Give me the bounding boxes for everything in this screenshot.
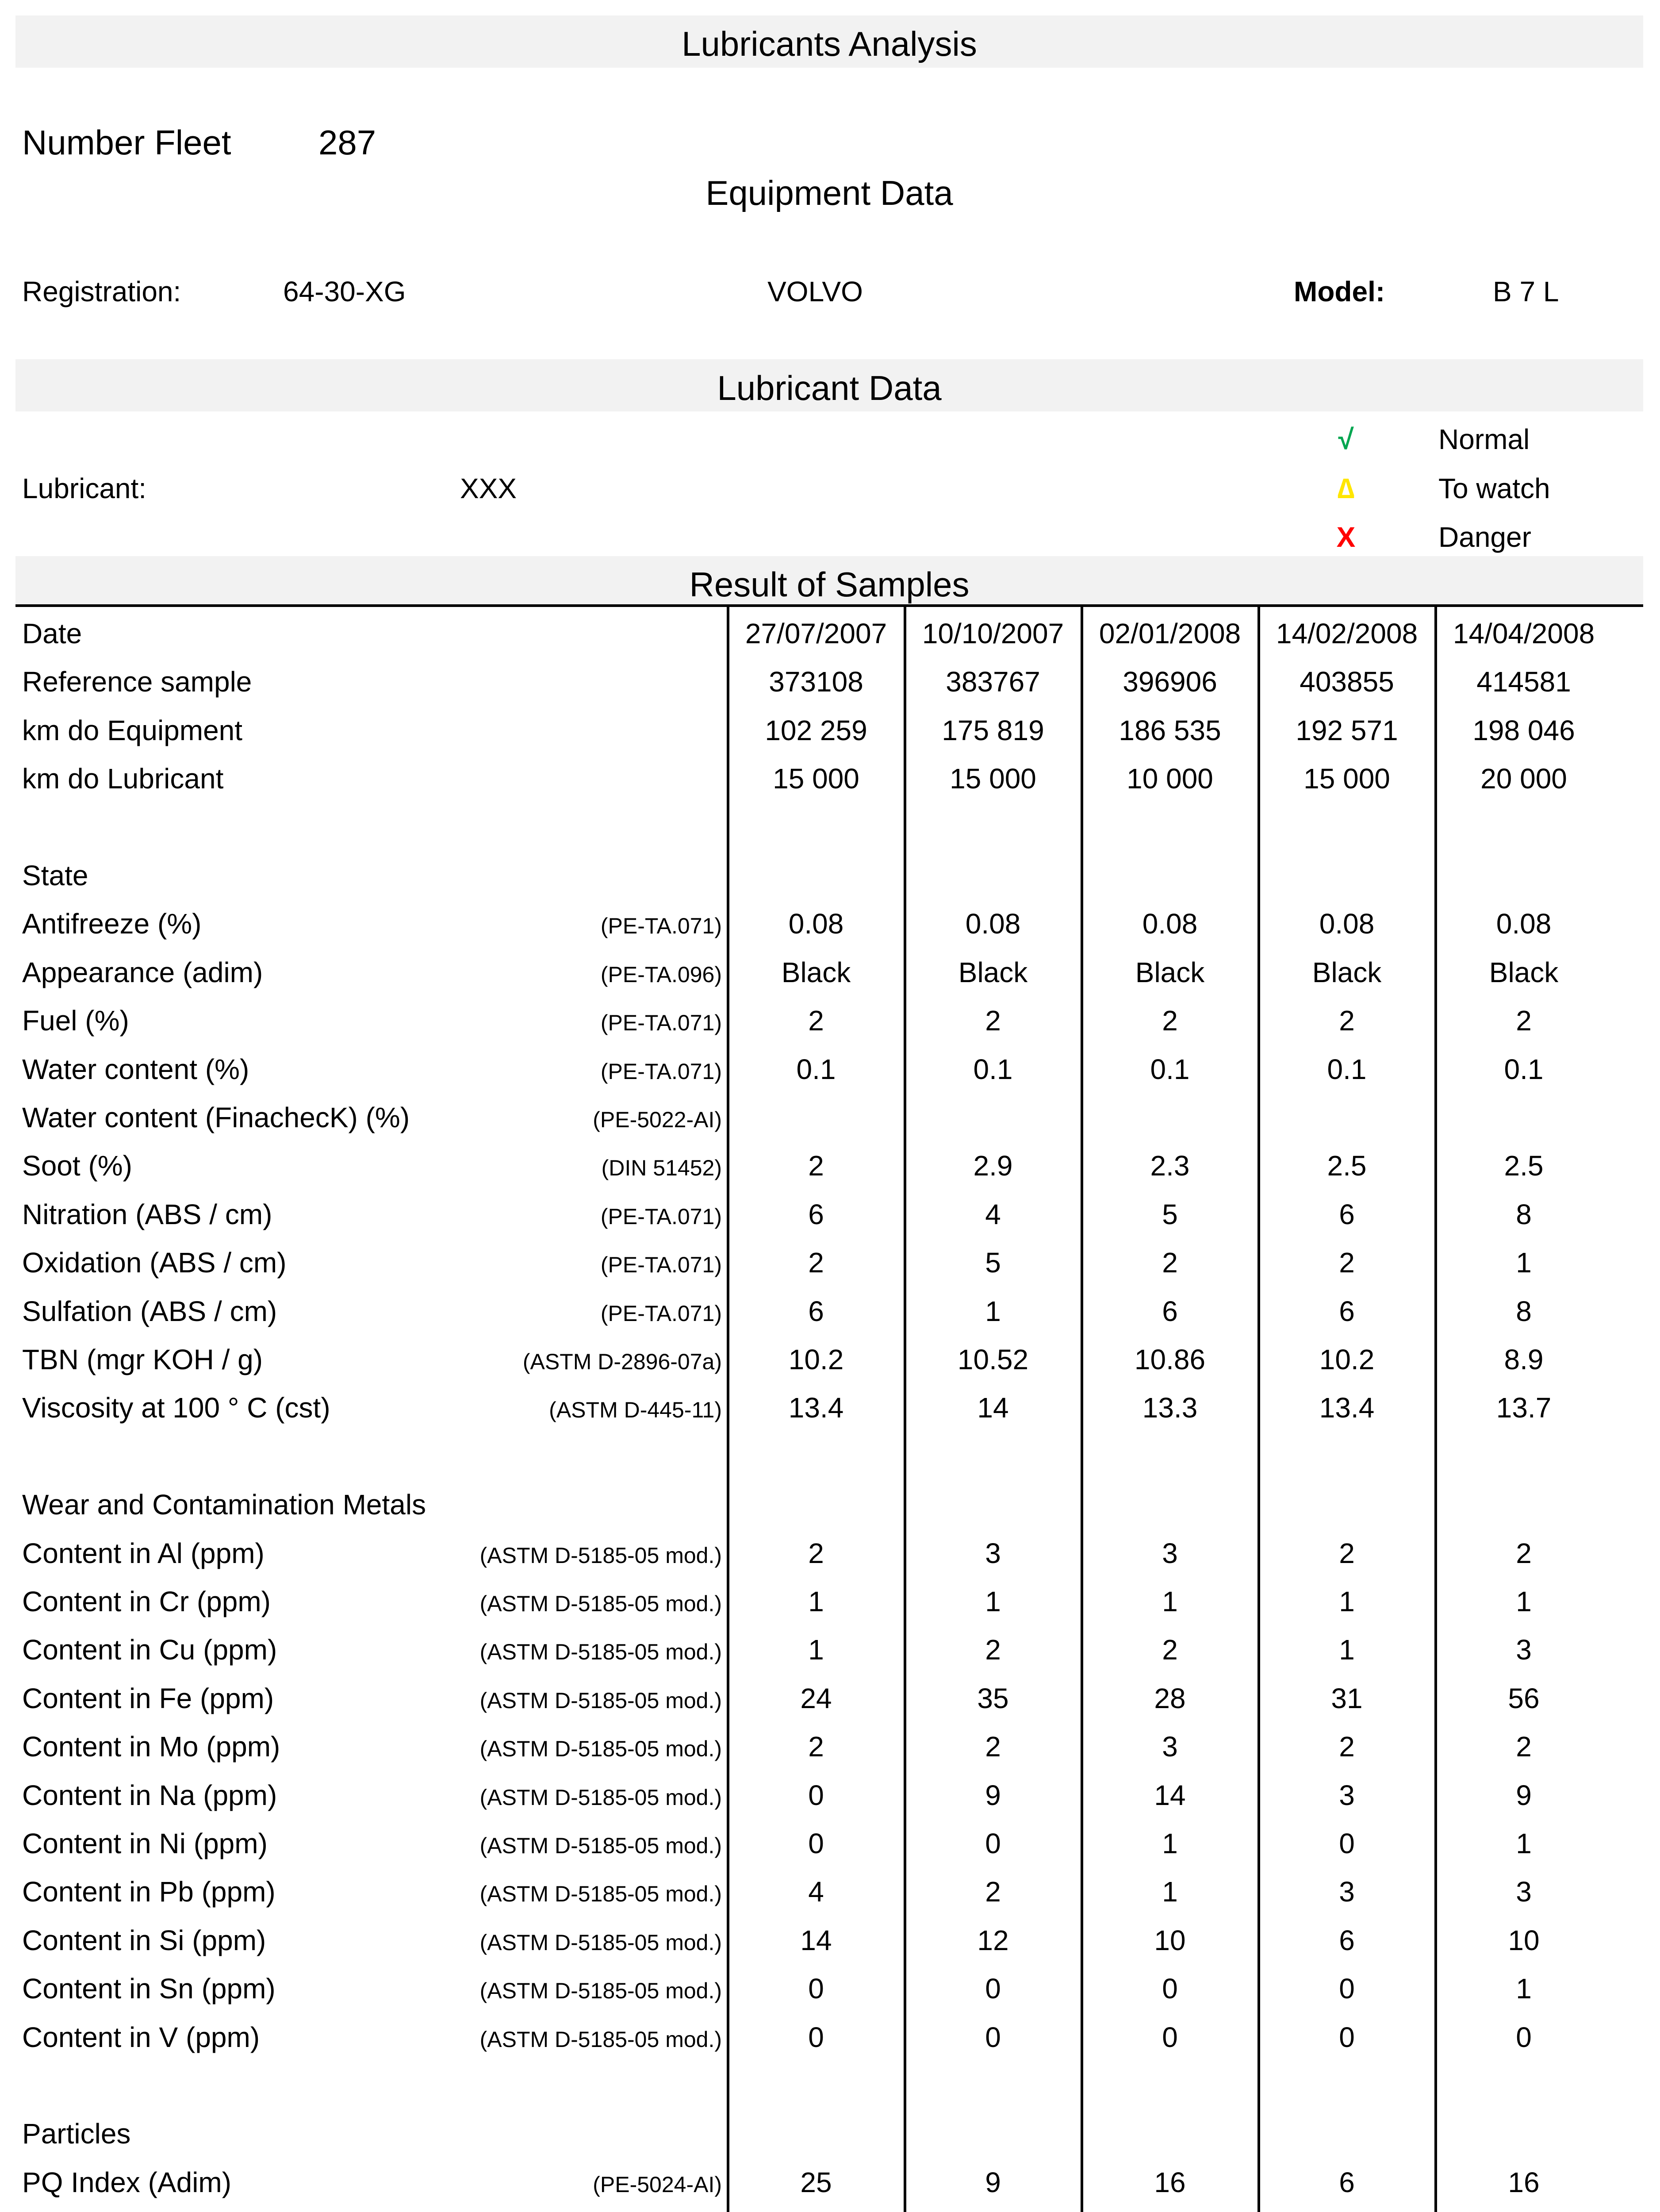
table-cell: 6 xyxy=(1339,1924,1355,1956)
table-cell: 403855 xyxy=(1300,666,1394,698)
method-label: (PE-TA.071) xyxy=(600,914,722,938)
table-cell: 414581 xyxy=(1476,666,1571,698)
report-title: Lubricants Analysis xyxy=(682,24,977,63)
row-label: Fuel (%) xyxy=(22,1005,129,1037)
table-cell: Black xyxy=(1312,956,1382,988)
table-cell: 0 xyxy=(808,1779,824,1811)
table-cell: 6 xyxy=(808,1198,824,1230)
table-cell: 175 819 xyxy=(942,714,1044,746)
row-label: Content in Fe (ppm) xyxy=(22,1682,274,1714)
row-label: Content in Ni (ppm) xyxy=(22,1828,268,1859)
table-cell: 10/10/2007 xyxy=(922,618,1064,649)
table-cell: 0.08 xyxy=(1496,908,1552,940)
table-cell: 27/07/2007 xyxy=(745,618,887,649)
row-label: Viscosity at 100 ° C (cst) xyxy=(22,1392,330,1424)
legend-to-watch-label: To watch xyxy=(1438,472,1550,504)
table-cell: 0 xyxy=(1516,2021,1532,2053)
table-cell: 6 xyxy=(808,1295,824,1327)
particles-section-title: Particles xyxy=(22,2118,131,2150)
table-cell: 10.86 xyxy=(1134,1344,1206,1375)
legend-normal-label: Normal xyxy=(1438,423,1530,455)
table-cell: 1 xyxy=(1339,1634,1355,1666)
table-cell: 2 xyxy=(1516,1005,1532,1037)
equipment-section-title: Equipment Data xyxy=(705,173,953,212)
method-label: (PE-TA.071) xyxy=(600,1301,722,1326)
column-divider xyxy=(1434,607,1437,2212)
table-cell: 14/04/2008 xyxy=(1453,618,1595,649)
row-label: Reference sample xyxy=(22,666,252,698)
table-cell: 1 xyxy=(1339,1586,1355,1617)
table-cell: 3 xyxy=(1339,1779,1355,1811)
table-cell: 20 000 xyxy=(1480,763,1567,795)
method-label: (PE-TA.071) xyxy=(600,1010,722,1035)
table-cell: 16 xyxy=(1154,2166,1186,2198)
row-label: Content in V (ppm) xyxy=(22,2021,260,2053)
row-label: Water content (FinachecK) (%) xyxy=(22,1102,410,1133)
table-cell: 02/01/2008 xyxy=(1099,618,1241,649)
table-cell: 4 xyxy=(985,1198,1001,1230)
table-cell: 0 xyxy=(1339,1973,1355,2005)
table-cell: 2 xyxy=(1339,1005,1355,1037)
table-cell: 14 xyxy=(800,1924,832,1956)
row-label: Content in Si (ppm) xyxy=(22,1924,266,1956)
state-section-title: State xyxy=(22,860,88,891)
table-cell: 0 xyxy=(985,1973,1001,2005)
table-cell: 186 535 xyxy=(1119,714,1221,746)
row-label: Content in Pb (ppm) xyxy=(22,1876,276,1908)
column-divider xyxy=(727,607,729,2212)
table-cell: 0 xyxy=(808,1973,824,2005)
method-label: (ASTM D-5185-05 mod.) xyxy=(479,1882,722,1906)
table-cell: 8 xyxy=(1516,1295,1532,1327)
method-label: (ASTM D-5185-05 mod.) xyxy=(479,2027,722,2052)
table-cell: 6 xyxy=(1339,1198,1355,1230)
table-cell: 1 xyxy=(1516,1973,1532,2005)
table-cell: 3 xyxy=(1162,1537,1178,1569)
method-label: (PE-TA.071) xyxy=(600,1252,722,1277)
row-label: Soot (%) xyxy=(22,1150,132,1182)
table-cell: 14/02/2008 xyxy=(1276,618,1418,649)
table-cell: 0.1 xyxy=(1504,1053,1544,1085)
table-cell: 28 xyxy=(1154,1682,1186,1714)
table-cell: 9 xyxy=(985,1779,1001,1811)
equipment-brand: VOLVO xyxy=(767,276,863,307)
table-cell: 2 xyxy=(985,1876,1001,1908)
row-label: Oxidation (ABS / cm) xyxy=(22,1247,287,1279)
table-cell: 0 xyxy=(1339,2021,1355,2053)
row-label: km do Lubricant xyxy=(22,763,224,795)
table-cell: 0.08 xyxy=(1319,908,1375,940)
table-cell: 15 000 xyxy=(950,763,1036,795)
table-cell: 1 xyxy=(1516,1586,1532,1617)
table-cell: 0.08 xyxy=(965,908,1021,940)
table-cell: 2 xyxy=(1339,1537,1355,1569)
table-cell: 13.7 xyxy=(1496,1392,1552,1424)
table-cell: 0.1 xyxy=(1150,1053,1190,1085)
row-label: TBN (mgr KOH / g) xyxy=(22,1344,263,1375)
table-cell: 2 xyxy=(985,1731,1001,1763)
table-cell: Black xyxy=(781,956,851,988)
row-label: Content in Sn (ppm) xyxy=(22,1973,276,2005)
table-cell: 10 000 xyxy=(1127,763,1213,795)
method-label: (PE-5022-AI) xyxy=(593,1107,722,1132)
table-cell: 0.08 xyxy=(1142,908,1198,940)
table-cell: Black xyxy=(1135,956,1205,988)
method-label: (ASTM D-5185-05 mod.) xyxy=(479,1688,722,1713)
table-cell: 24 xyxy=(800,1682,832,1714)
method-label: (PE-5024-AI) xyxy=(593,2172,722,2197)
table-cell: 6 xyxy=(1339,2166,1355,2198)
row-label: Date xyxy=(22,618,82,649)
table-cell: 2 xyxy=(1162,1634,1178,1666)
table-cell: 1 xyxy=(808,1634,824,1666)
fleet-value: 287 xyxy=(318,123,376,162)
table-cell: 396906 xyxy=(1123,666,1217,698)
table-cell: 3 xyxy=(985,1537,1001,1569)
lubricant-value: XXX xyxy=(460,472,517,504)
table-cell: 2 xyxy=(808,1150,824,1182)
method-label: (PE-TA.071) xyxy=(600,1059,722,1084)
table-cell: 2.5 xyxy=(1327,1150,1367,1182)
method-label: (ASTM D-445-11) xyxy=(549,1398,722,1422)
table-cell: 12 xyxy=(977,1924,1009,1956)
table-cell: 2 xyxy=(985,1634,1001,1666)
lubricant-label: Lubricant: xyxy=(22,472,147,504)
fleet-label: Number Fleet xyxy=(22,123,231,162)
method-label: (ASTM D-5185-05 mod.) xyxy=(479,1640,722,1664)
metals-section-title: Wear and Contamination Metals xyxy=(22,1489,426,1521)
method-label: (ASTM D-5185-05 mod.) xyxy=(479,1978,722,2003)
method-label: (PE-TA.096) xyxy=(600,962,722,987)
table-cell: 10.2 xyxy=(1319,1344,1375,1375)
row-label: Content in Na (ppm) xyxy=(22,1779,277,1811)
table-cell: 192 571 xyxy=(1296,714,1398,746)
table-cell: 9 xyxy=(1516,1779,1532,1811)
row-label: km do Equipment xyxy=(22,714,243,746)
table-cell: 31 xyxy=(1331,1682,1363,1714)
table-cell: 0.1 xyxy=(973,1053,1013,1085)
row-label: Content in Mo (ppm) xyxy=(22,1731,280,1763)
table-cell: 14 xyxy=(1154,1779,1186,1811)
method-label: (ASTM D-5185-05 mod.) xyxy=(479,1785,722,1810)
column-divider xyxy=(1257,607,1260,2212)
row-label: Antifreeze (%) xyxy=(22,908,202,940)
row-label: Content in Cr (ppm) xyxy=(22,1586,271,1617)
table-cell: 383767 xyxy=(946,666,1040,698)
table-cell: 1 xyxy=(1516,1828,1532,1859)
method-label: (ASTM D-5185-05 mod.) xyxy=(479,1930,722,1955)
table-cell: 0.1 xyxy=(796,1053,836,1085)
method-label: (ASTM D-2896-07a) xyxy=(522,1349,722,1374)
table-cell: 2 xyxy=(808,1731,824,1763)
table-cell: 3 xyxy=(1162,1731,1178,1763)
to-watch-triangle-icon: ∆ xyxy=(1337,472,1355,504)
column-divider xyxy=(904,607,906,2212)
table-cell: 2 xyxy=(1516,1731,1532,1763)
row-label: Water content (%) xyxy=(22,1053,249,1085)
table-cell: 2 xyxy=(808,1537,824,1569)
table-cell: 102 259 xyxy=(765,714,867,746)
table-cell: 1 xyxy=(1162,1586,1178,1617)
table-cell: Black xyxy=(1489,956,1559,988)
table-cell: 2 xyxy=(985,1005,1001,1037)
table-cell: 2.3 xyxy=(1150,1150,1190,1182)
table-cell: 5 xyxy=(1162,1198,1178,1230)
results-section-title: Result of Samples xyxy=(689,565,970,604)
table-cell: 1 xyxy=(985,1295,1001,1327)
table-cell: 13.4 xyxy=(1319,1392,1375,1424)
table-cell: 10.2 xyxy=(788,1344,844,1375)
table-cell: 0 xyxy=(985,1828,1001,1859)
table-cell: 1 xyxy=(985,1586,1001,1617)
table-cell: 2 xyxy=(1339,1247,1355,1279)
method-label: (PE-TA.071) xyxy=(600,1204,722,1229)
table-cell: 10.52 xyxy=(957,1344,1029,1375)
lubricant-section-title: Lubricant Data xyxy=(717,369,942,407)
table-cell: 6 xyxy=(1339,1295,1355,1327)
table-cell: 13.3 xyxy=(1142,1392,1198,1424)
table-cell: 1 xyxy=(1516,1247,1532,1279)
table-cell: 373108 xyxy=(769,666,863,698)
row-label: Nitration (ABS / cm) xyxy=(22,1198,272,1230)
table-cell: 1 xyxy=(1162,1876,1178,1908)
table-cell: 0 xyxy=(808,2021,824,2053)
row-label: Content in Al (ppm) xyxy=(22,1537,265,1569)
table-cell: 4 xyxy=(808,1876,824,1908)
table-cell: 2 xyxy=(808,1005,824,1037)
table-cell: 2.9 xyxy=(973,1150,1013,1182)
table-cell: 25 xyxy=(800,2166,832,2198)
table-cell: 0 xyxy=(1162,2021,1178,2053)
table-cell: 16 xyxy=(1508,2166,1540,2198)
table-cell: 2 xyxy=(1162,1005,1178,1037)
legend-danger-label: Danger xyxy=(1438,521,1531,553)
table-cell: 0 xyxy=(1339,1828,1355,1859)
table-cell: 2 xyxy=(1339,1731,1355,1763)
row-label: Content in Cu (ppm) xyxy=(22,1634,277,1666)
table-cell: 2 xyxy=(1516,1537,1532,1569)
table-cell: 1 xyxy=(808,1586,824,1617)
table-cell: 10 xyxy=(1508,1924,1540,1956)
table-cell: 0.1 xyxy=(1327,1053,1367,1085)
table-cell: 6 xyxy=(1162,1295,1178,1327)
row-label: PQ Index (Adim) xyxy=(22,2166,232,2198)
model-value: B 7 L xyxy=(1493,276,1559,307)
table-cell: 13.4 xyxy=(788,1392,844,1424)
table-cell: 1 xyxy=(1162,1828,1178,1859)
normal-check-icon: √ xyxy=(1338,423,1354,455)
method-label: (DIN 51452) xyxy=(601,1156,722,1180)
table-cell: 9 xyxy=(985,2166,1001,2198)
table-cell: 35 xyxy=(977,1682,1009,1714)
registration-value: 64-30-XG xyxy=(283,276,406,307)
table-cell: 15 000 xyxy=(773,763,859,795)
model-label: Model: xyxy=(1294,276,1385,307)
table-cell: 0 xyxy=(808,1828,824,1859)
table-cell: 0.08 xyxy=(788,908,844,940)
method-label: (ASTM D-5185-05 mod.) xyxy=(479,1833,722,1858)
table-cell: 5 xyxy=(985,1247,1001,1279)
table-cell: 2 xyxy=(1162,1247,1178,1279)
table-cell: 0 xyxy=(985,2021,1001,2053)
table-cell: 14 xyxy=(977,1392,1009,1424)
registration-label: Registration: xyxy=(22,276,181,307)
method-label: (ASTM D-5185-05 mod.) xyxy=(479,1543,722,1568)
table-cell: 2 xyxy=(808,1247,824,1279)
table-cell: 3 xyxy=(1339,1876,1355,1908)
table-cell: 198 046 xyxy=(1472,714,1575,746)
table-top-border xyxy=(15,604,1643,607)
table-cell: 10 xyxy=(1154,1924,1186,1956)
table-cell: 56 xyxy=(1508,1682,1540,1714)
method-label: (ASTM D-5185-05 mod.) xyxy=(479,1591,722,1616)
table-cell: 2.5 xyxy=(1504,1150,1544,1182)
table-cell: 3 xyxy=(1516,1634,1532,1666)
table-cell: 15 000 xyxy=(1303,763,1390,795)
table-cell: 0 xyxy=(1162,1973,1178,2005)
table-cell: 3 xyxy=(1516,1876,1532,1908)
method-label: (ASTM D-5185-05 mod.) xyxy=(479,1736,722,1761)
row-label: Appearance (adim) xyxy=(22,956,263,988)
table-cell: 8.9 xyxy=(1504,1344,1544,1375)
table-cell: Black xyxy=(958,956,1028,988)
danger-x-icon: X xyxy=(1336,521,1356,553)
table-cell: 8 xyxy=(1516,1198,1532,1230)
row-label: Sulfation (ABS / cm) xyxy=(22,1295,277,1327)
column-divider xyxy=(1081,607,1083,2212)
